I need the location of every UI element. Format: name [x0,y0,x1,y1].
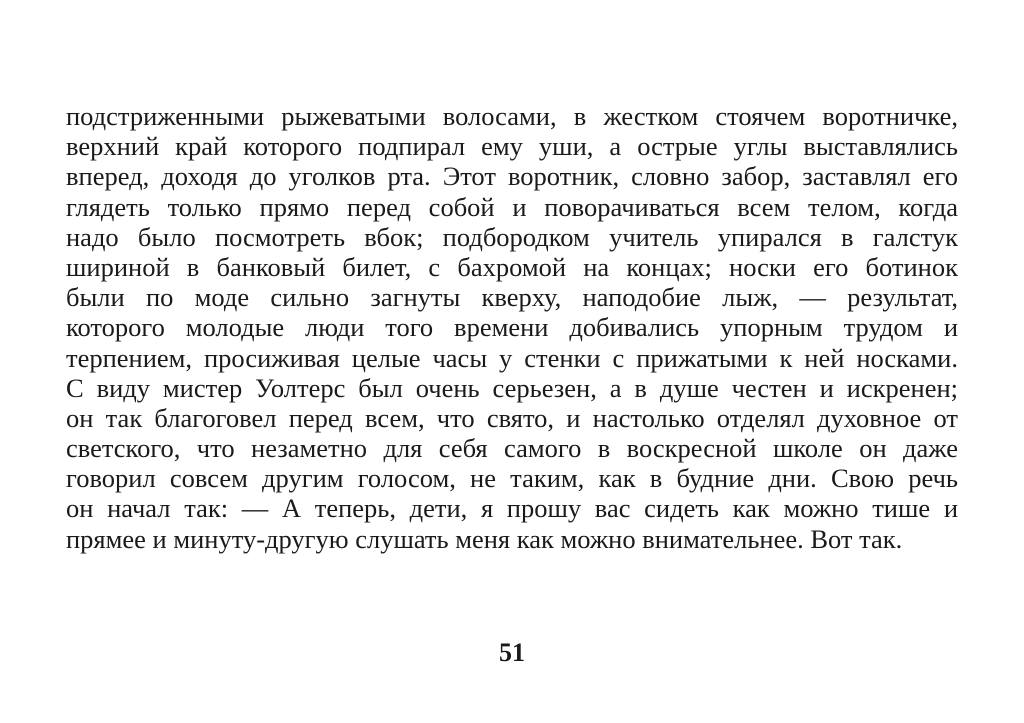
body-paragraph [66,101,958,554]
text-line: светского, что незаметно для себя самого в воскресной школе он даже [66,433,958,464]
text-line: вперед, доходя до уголков рта. Этот воротник, словно забор, заставлял его [66,161,958,192]
page-number: 51 [499,638,525,667]
text-line: он так благоговел перед всем, что свято, и настолько отделял духовное от [66,402,958,433]
text-line: шириной в банковый билет, с бахромой на концах; носки его ботинок [66,251,958,282]
text-line: он начал так: — А теперь, дети, я прошу вас сидеть как можно тише и [66,493,958,524]
text-line: подстриженными рыжеватыми волосами, в жестком стоячем воротничке, [66,101,958,131]
text-line: надо было посмотреть вбок; подбородком учитель упирался в галстук [66,221,958,252]
text-line: были по моде сильно загнуты кверху, наподобие лыж, — результат, [66,282,958,313]
text-line: терпением, просиживая целые часы у стенки с прижатыми к ней носками. [66,342,958,373]
text-line: глядеть только прямо перед собой и поворачиваться всем телом, когда [66,191,958,222]
text-line-last: прямее и минуту-другую слушать меня как можно внимательнее. Вот так. [66,523,903,554]
text-line: которого молодые люди того времени добивались упорным трудом и [66,312,958,343]
text-line: говорил совсем другим голосом, не таким, как в будние дни. Свою речь [66,463,958,494]
text-line: С виду мистер Уолтерс был очень серьезен, а в душе честен и искренен; [66,372,958,403]
text-line: верхний край которого подпирал ему уши, а острые углы выставлялись [66,131,958,162]
